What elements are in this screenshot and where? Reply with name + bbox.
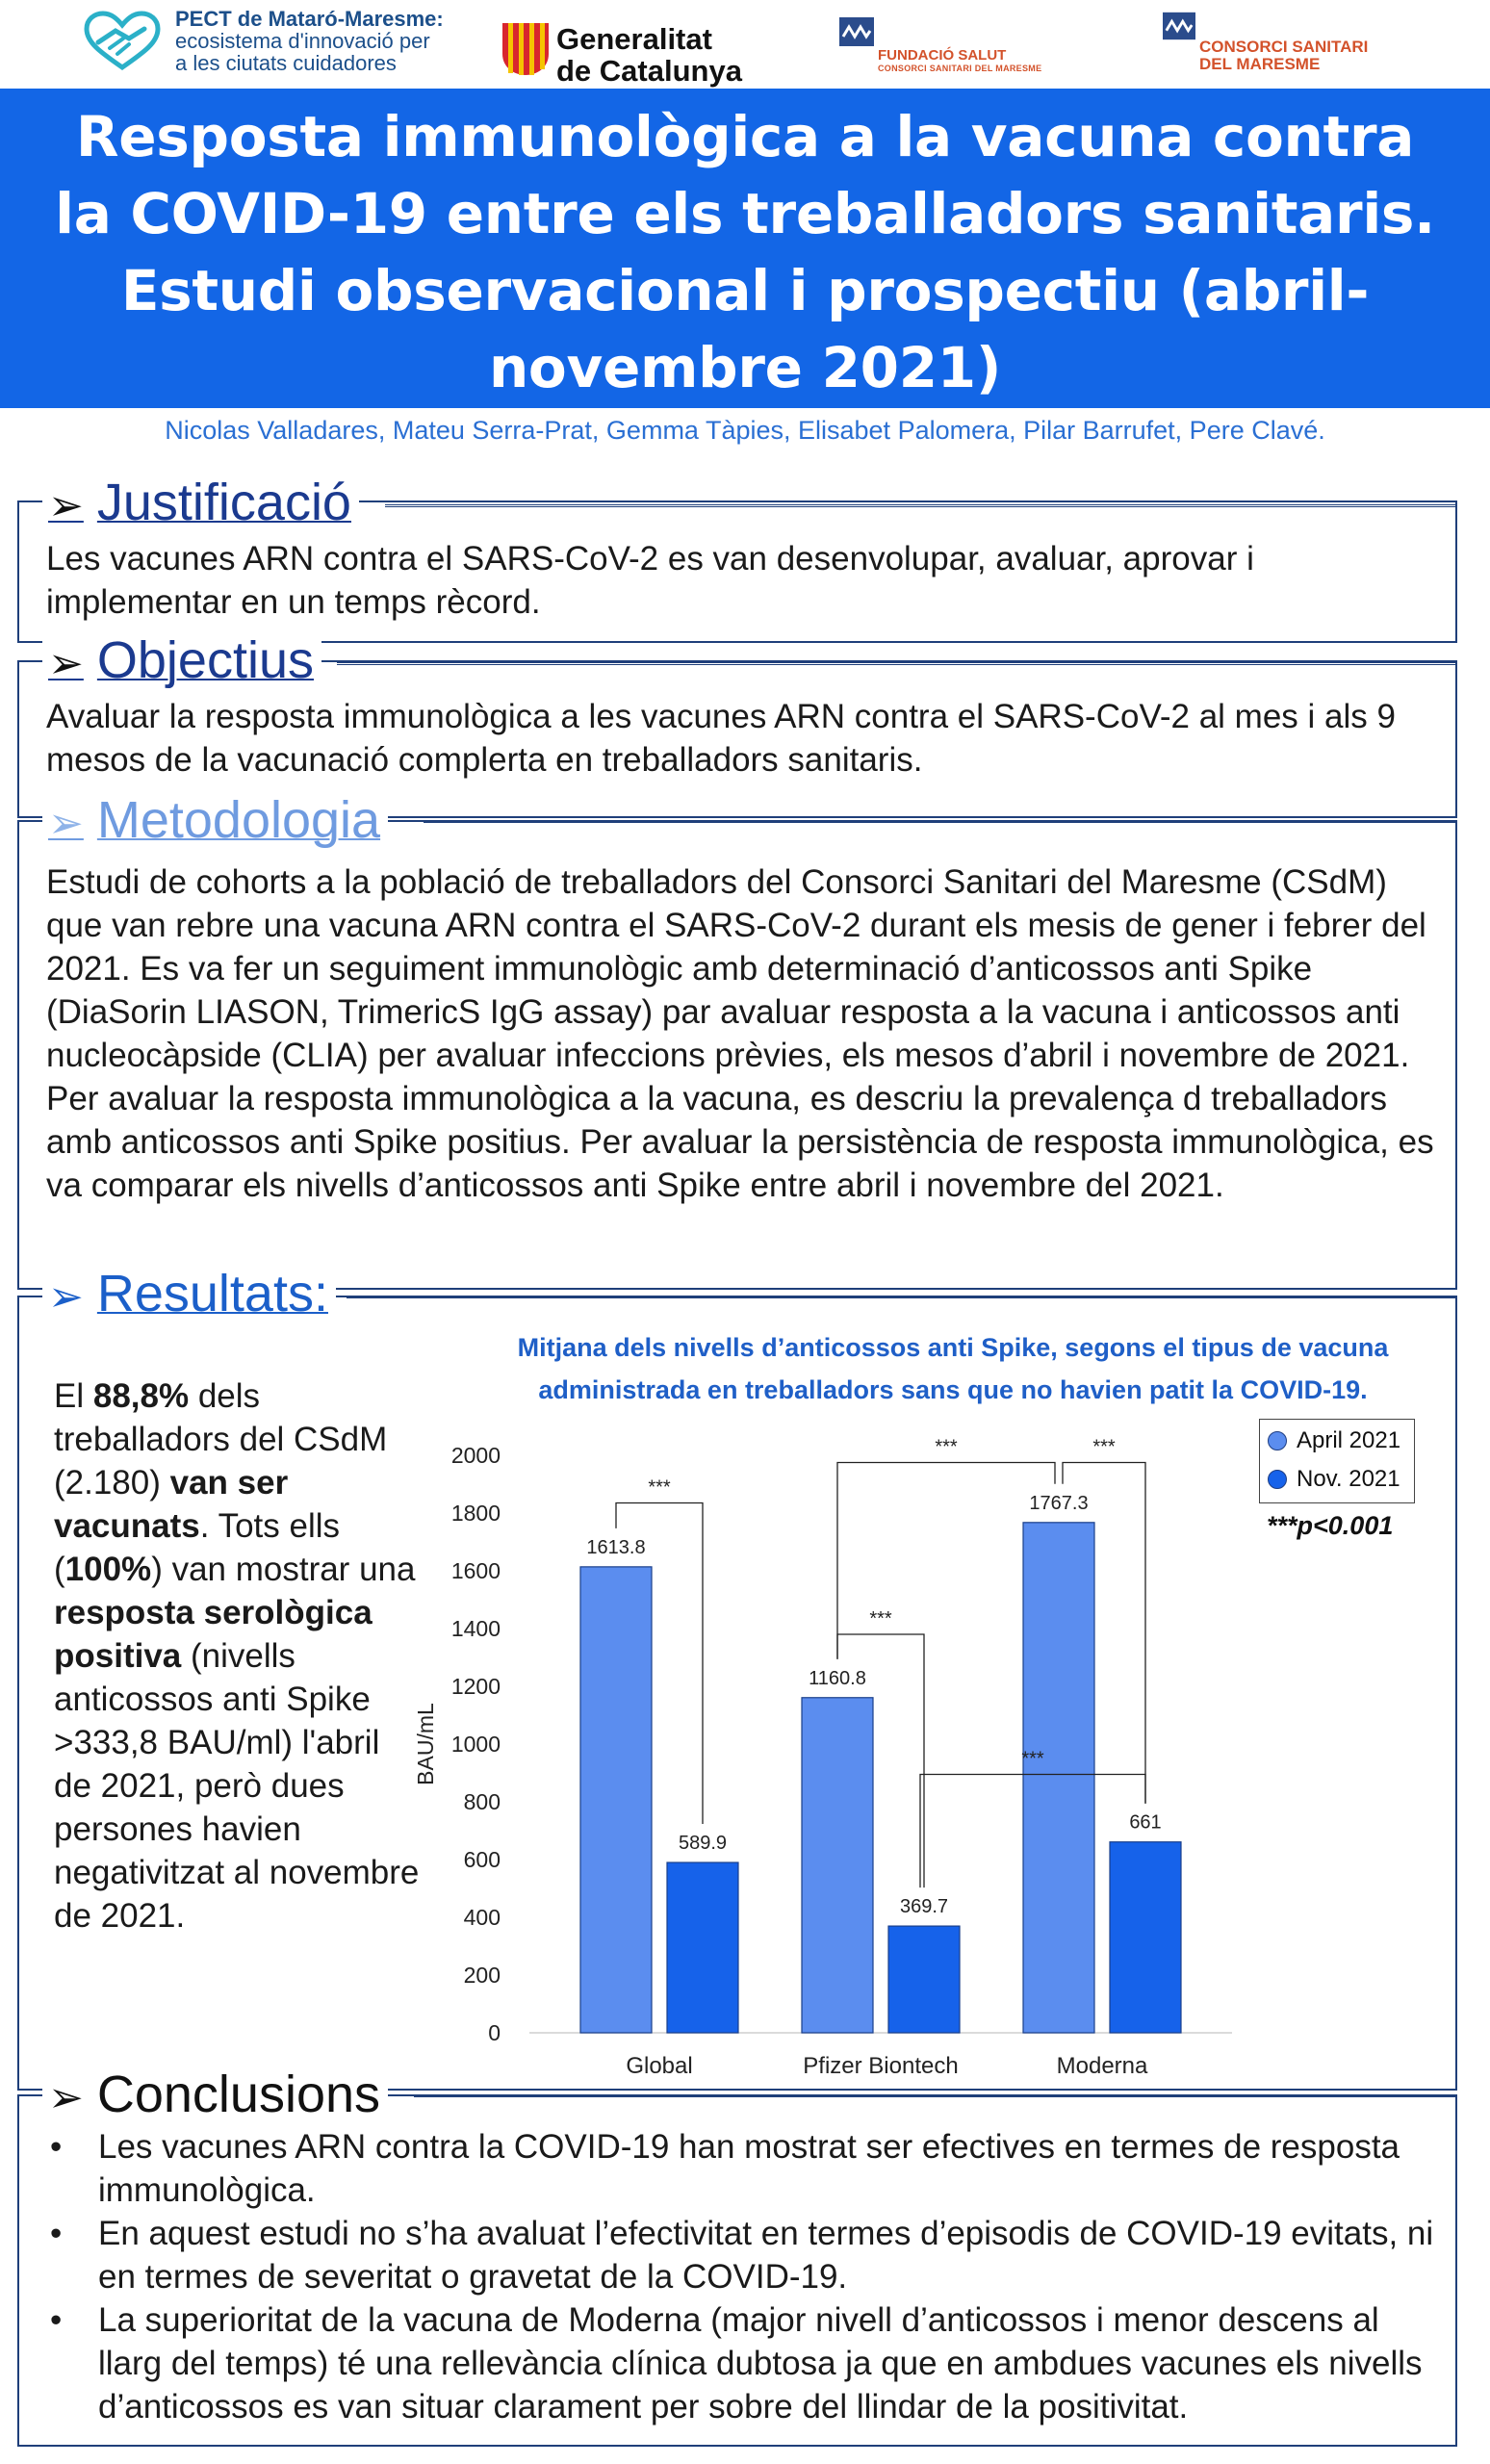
- conclusion-item: • Les vacunes ARN contra la COVID-19 han mostrat ser efectives en termes de resposta immunològica.: [46, 2125, 1451, 2212]
- poster-title: Resposta immunològica a la vacuna contra la COVID-19 entre els treballadors sanitaris. Estudi observacional i prospectiu (abril-novembre 2021): [55, 104, 1435, 400]
- y-tick-label: 600: [463, 1847, 501, 1872]
- pect-logo-line-2: ecosistema d'innovació per: [175, 29, 430, 54]
- objectius-heading-rule: [337, 662, 1457, 665]
- y-axis-label: BAU/mL: [413, 1703, 438, 1785]
- resultats-run: El: [54, 1377, 93, 1415]
- arrow-icon: ➢: [48, 482, 84, 529]
- y-tick-label: 2000: [450, 1443, 501, 1468]
- legend-label-november: Nov. 2021: [1297, 1466, 1400, 1492]
- y-tick-label: 800: [463, 1789, 501, 1814]
- generalitat-logo-line-2: de Catalunya: [556, 54, 742, 89]
- arrow-icon: ➢: [48, 1273, 84, 1321]
- y-tick-label: 1200: [450, 1674, 501, 1699]
- significance-bracket: [837, 1463, 1055, 1659]
- justificacio-text: Les vacunes ARN contra el SARS-CoV-2 es van desenvolupar, avaluar, aprovar i implementar en un temps rècord.: [46, 540, 1254, 621]
- significance-label: ***: [648, 1476, 671, 1499]
- consorci-wave-icon: [1163, 12, 1195, 40]
- objectius-text: Avaluar la resposta immunològica a les vacunes ARN contra el SARS-CoV-2 al mes i als 9 mesos de la vacunació complerta en treballadors sanitaris.: [46, 698, 1396, 779]
- metodologia-heading-text: Metodologia: [96, 791, 381, 849]
- fundacio-logo-line-2: CONSORCI SANITARI DEL MARESME: [878, 63, 1042, 73]
- justificacio-heading: [42, 474, 359, 535]
- conclusion-item: • En aquest estudi no s’ha avaluat l’efectivitat en termes d’episodis de COVID-19 evitats, ni en termes de severitat o gravetat de la COVID-19.: [46, 2212, 1451, 2298]
- resultats-run: dels treballadors del CSdM (2.180): [54, 1377, 388, 1502]
- bar-november: [1110, 1842, 1181, 2033]
- y-tick-label: 1400: [450, 1616, 501, 1641]
- data-label: 1613.8: [586, 1536, 646, 1558]
- handshake-heart-icon: [81, 10, 164, 73]
- significance-label: ***: [935, 1436, 958, 1458]
- data-label: 589.9: [678, 1833, 728, 1855]
- y-tick-label: 1600: [450, 1558, 501, 1583]
- conclusions-list: [46, 2125, 1451, 2428]
- y-tick-label: 1800: [450, 1501, 501, 1526]
- legend-item-april: [1268, 1424, 1414, 1458]
- arrow-icon: ➢: [48, 2074, 84, 2121]
- x-tick-label: Global: [626, 2053, 693, 2079]
- resultats-run: ) van mostrar una: [151, 1551, 416, 1588]
- x-tick-label: Pfizer Biontech: [803, 2053, 959, 2079]
- authors: Nicolas Valladares, Mateu Serra-Prat, Gemma Tàpies, Elisabet Palomera, Pilar Barrufet, Pere Clavé.: [165, 416, 1325, 445]
- bar-november: [667, 1862, 738, 2033]
- objectius-heading-text: Objectius: [96, 631, 314, 689]
- title-banner: [0, 89, 1490, 408]
- resultats-heading-text: Resultats:: [96, 1265, 328, 1322]
- metodologia-heading: [42, 791, 388, 853]
- resultats-heading-rule: [347, 1296, 1457, 1298]
- significance-label: ***: [1021, 1748, 1044, 1770]
- pect-logo-line-1: PECT de Mataró-Maresme:: [175, 7, 444, 31]
- data-label: 1160.8: [809, 1667, 866, 1689]
- arrow-icon: ➢: [48, 640, 84, 687]
- chart-legend: [1259, 1419, 1415, 1503]
- bar-november: [888, 1926, 960, 2033]
- metodologia-heading-rule: [424, 820, 1457, 823]
- y-tick-label: 1000: [450, 1732, 501, 1757]
- resultats-highlight: resposta serològica positiva: [54, 1594, 372, 1675]
- resultats-text: [54, 1374, 420, 1938]
- arrow-icon: ➢: [48, 800, 84, 847]
- resultats-heading: [42, 1265, 336, 1326]
- consorci-logo-line-2: DEL MARESME: [1199, 55, 1321, 74]
- resultats-run: . Tots ells (: [54, 1507, 340, 1588]
- conclusions-heading: [42, 2066, 388, 2127]
- consorci-logo-line-1: CONSORCI SANITARI: [1199, 38, 1369, 56]
- pect-logo-line-3: a les ciutats cuidadores: [175, 51, 397, 76]
- bar-april: [1023, 1523, 1094, 2033]
- generalitat-logo-line-1: Generalitat: [556, 22, 712, 56]
- resultats-highlight: 100%: [64, 1551, 152, 1588]
- significance-label: ***: [869, 1608, 892, 1630]
- significance-label: ***: [1092, 1436, 1116, 1458]
- legend-swatch-november: [1268, 1470, 1287, 1489]
- legend-label-april: April 2021: [1297, 1427, 1401, 1453]
- resultats-highlight: van ser vacunats: [54, 1464, 289, 1545]
- bar-april: [802, 1698, 873, 2033]
- bar-april: [580, 1567, 652, 2033]
- fundacio-logo-line-1: FUNDACIÓ SALUT: [878, 47, 1007, 64]
- justificacio-heading-text: Justificació: [96, 474, 351, 531]
- data-label: 369.7: [899, 1896, 949, 1918]
- chart-title: Mitjana dels nivells d’anticossos anti Spike, segons el tipus de vacuna administrada en treballadors sans que no havien patit la COVID-19.: [517, 1333, 1389, 1404]
- legend-item-november: [1268, 1462, 1414, 1497]
- data-label: 1767.3: [1029, 1492, 1089, 1514]
- resultats-highlight: 88,8%: [92, 1377, 190, 1415]
- x-tick-label: Moderna: [1056, 2053, 1148, 2079]
- legend-swatch-april: [1268, 1431, 1287, 1450]
- conclusion-item: • La superioritat de la vacuna de Moderna (major nivell d’anticossos i menor descens al llarg del temps) té una rellevància clínica dubtosa ja que en ambdues vacunes els nivells d’anticossos es van situar clarament per sobre del llindar de la positivitat.: [46, 2298, 1451, 2428]
- metodologia-text: Estudi de cohorts a la població de treballadors del Consorci Sanitari del Maresme (CSdM) que van rebre una vacuna ARN contra el SARS-CoV-2 durant els mesis de gener i febrer del 2021. Es va fer un seguiment immunològic amb determinació d’anticossos anti Spike (DiaSorin LIASON, TrimericS IgG assay) par avaluar resposta a la vacuna i anticossos anti nucleocàpside (CLIA) per avaluar infeccions prèvies, els mesos d’abril i novembre de 2021. Per avaluar la resposta immunològica a la vacuna, es descriu la prevalença d treballadors amb anticossos anti Spike positius. Per avaluar la persistència de resposta immunològica, es va comparar els nivells d’anticossos anti Spike entre abril i novembre del 2021.: [46, 863, 1434, 1204]
- senyera-icon: [501, 21, 551, 77]
- significance-note: ***p<0.001: [1267, 1511, 1394, 1540]
- y-tick-label: 0: [488, 2020, 501, 2045]
- antibody-bar-chart: [413, 1405, 1261, 2098]
- justificacio-heading-rule: [385, 504, 1457, 507]
- y-tick-label: 400: [463, 1905, 501, 1930]
- data-label: 661: [1129, 1811, 1162, 1834]
- conclusions-heading-rule: [414, 2094, 1457, 2097]
- objectius-heading: [42, 631, 321, 693]
- conclusions-heading-text: Conclusions: [96, 2066, 381, 2123]
- y-tick-label: 200: [463, 1963, 501, 1988]
- consorci-wave-icon: [839, 17, 874, 46]
- resultats-run: (nivells anticossos anti Spike >333,8 BAU/ml) l'abril de 2021, però dues persones havien negativitzat al novembre de 2021.: [54, 1637, 420, 1935]
